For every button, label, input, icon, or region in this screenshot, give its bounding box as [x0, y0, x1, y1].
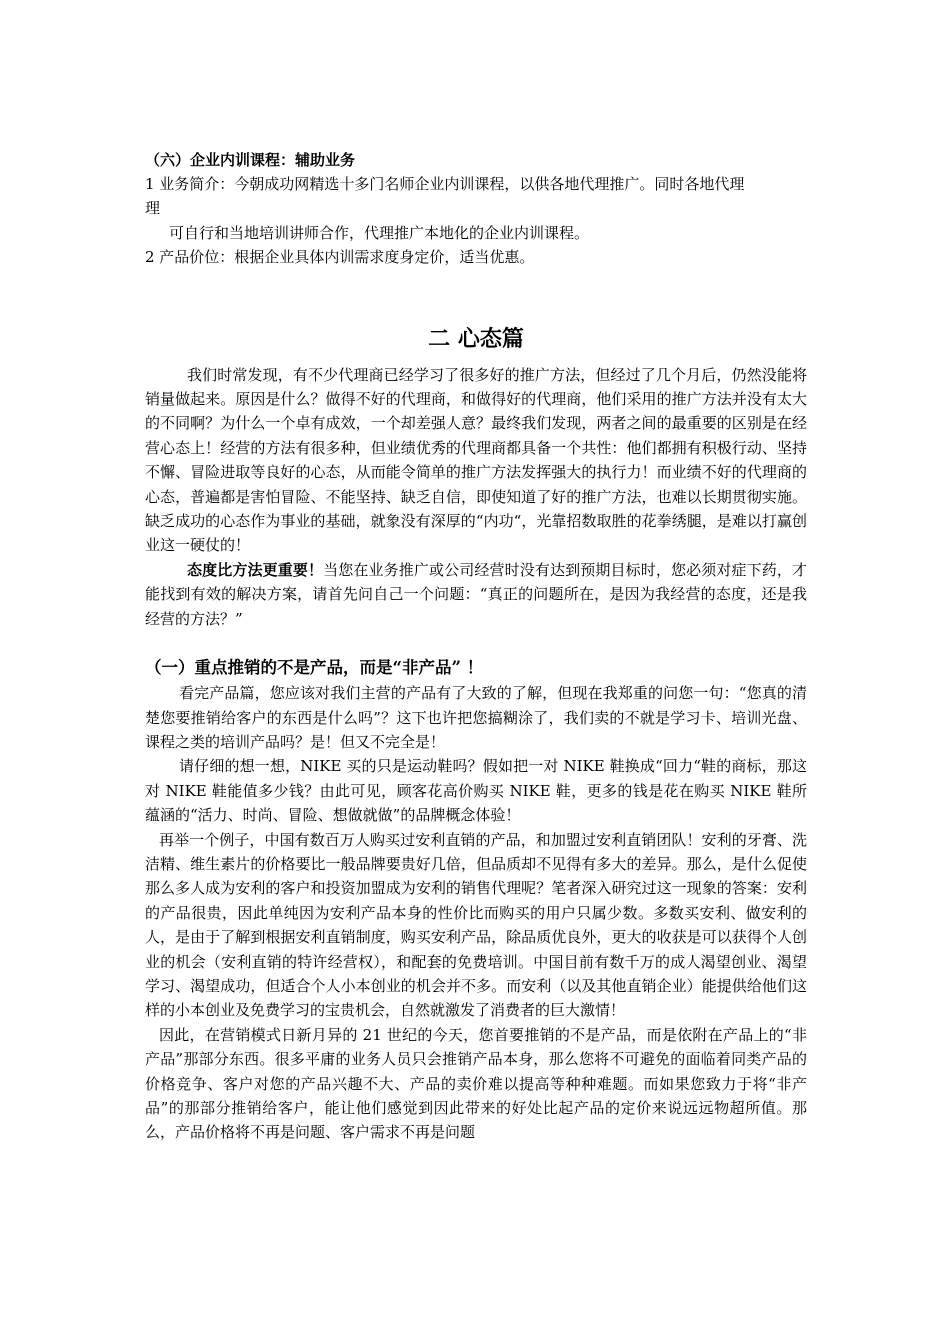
chapter-paragraph-2-text: 当您在业务推广或公司经营时没有达到预期目标时，您必须对症下药，才能找到有效的解决方案，请首先问自己一个问题：“真正的问题所在，是因为我经营的态度，还是我经营的方法？” — [145, 560, 807, 628]
section-6-item-2: 2 产品价位：根据企业具体内训需求度身定价，适当优惠。 — [145, 248, 535, 267]
section-1-paragraph-1: 看完产品篇，您应该对我们主营的产品有了大致的了解，但现在我郑重的问您一句：“您真的清楚您要推销给客户的东西是什么吗”？这下也许把您搞糊涂了，我们卖的不就是学习卡、培训光盘、课程之类的培训产品吗？是！但又不完全是！ — [145, 684, 807, 751]
attitude-emphasis: 态度比方法更重要！ — [187, 560, 324, 579]
section-1-heading: （一）重点推销的不是产品，而是“非产品” ！ — [145, 658, 484, 678]
section-6-item-1-line-3: 可自行和当地培训讲师合作，代理推广本地化的企业内训课程。 — [169, 223, 590, 242]
section-6-item-1-line-2: 理 — [145, 199, 161, 218]
section-1-paragraph-4: 因此，在营销模式日新月异的 21 世纪的今天，您首要推销的不是产品，而是依附在产品上的“非产品”那部分东西。很多平庸的业务人员只会推销产品本身，那么您将不可避免的面临着同类产品的价格竞争、客户对您的产品兴趣不大、产品的卖价难以提高等种种难题。而如果您致力于将“非产品”的那部分推销给客户，能让他们感觉到因此带来的好处比起产品的定价来说远远物超所值。那么，产品价格将不再是问题、客户需求不再是问题 — [145, 1025, 807, 1142]
chapter-title: 二 心态篇 — [428, 325, 524, 352]
section-6-item-1-line-1: 1 业务简介：今朝成功网精选十多门名师企业内训课程，以供各地代理推广。同时各地代理 — [145, 175, 745, 193]
section-1-paragraph-3: 再举一个例子，中国有数百万人购买过安利直销的产品，和加盟过安利直销团队！安利的牙膏、洗洁精、维生素片的价格要比一般品牌要贵好几倍，但品质却不见得有多大的差异。那么，是什么促使那么多人成为安利的客户和投资加盟成为安利的销售代理呢？笔者深入研究过这一现象的答案：安利的产品很贵，因此单纯因为安利产品本身的性价比而购买的用户只属少数。多数买安利、做安利的人，是由于了解到根据安利直销制度，购买安利产品，除品质优良外，更大的收获是可以获得个人创业的机会（安利直销的特许经营权），和配套的免费培训。中国目前有数千万的成人渴望创业、渴望学习、渴望成功，但适合个人小本创业的机会并不多。而安利（以及其他直销企业）能提供给他们这样的小本创业及免费学习的宝贵机会，自然就激发了消费者的巨大激情！ — [145, 830, 807, 1020]
chapter-paragraph-1: 我们时常发现，有不少代理商已经学习了很多好的推广方法，但经过了几个月后，仍然没能将销量做起来。原因是什么？做得不好的代理商，和做得好的代理商，他们采用的推广方法并没有太大的不同啊？为什么一个卓有成效，一个却差强人意？最终我们发现，两者之间的最重要的区别是在经营心态上！经营的方法有很多种，但业绩优秀的代理商都具备一个共性：他们都拥有积极行动、坚持不懈、冒险进取等良好的心态，从而能令简单的推广方法发挥强大的执行力！而业绩不好的代理商的心态，普遍都是害怕冒险、不能坚持、缺乏自信，即使知道了好的推广方法，也难以长期贯彻实施。缺乏成功的心态作为事业的基础，就象没有深厚的“内功“，光靠招数取胜的花拳绣腿，是难以打赢创业这一硬仗的！ — [145, 365, 807, 555]
section-6-heading: （六）企业内训课程：辅助业务 — [145, 151, 356, 169]
document-body — [145, 148, 807, 1145]
section-1-paragraph-2: 请仔细的想一想，NIKE 买的只是运动鞋吗？假如把一对 NIKE 鞋换成“回力“鞋的商标，那这对 NIKE 鞋能值多少钱？由此可见，顾客花高价购买 NIKE 鞋，更多的钱是花在购买 NIKE 鞋所蕴涵的“活力、时尚、冒险、想做就做”的品牌概念体验！ — [145, 757, 807, 825]
chapter-paragraph-2 — [145, 558, 807, 631]
